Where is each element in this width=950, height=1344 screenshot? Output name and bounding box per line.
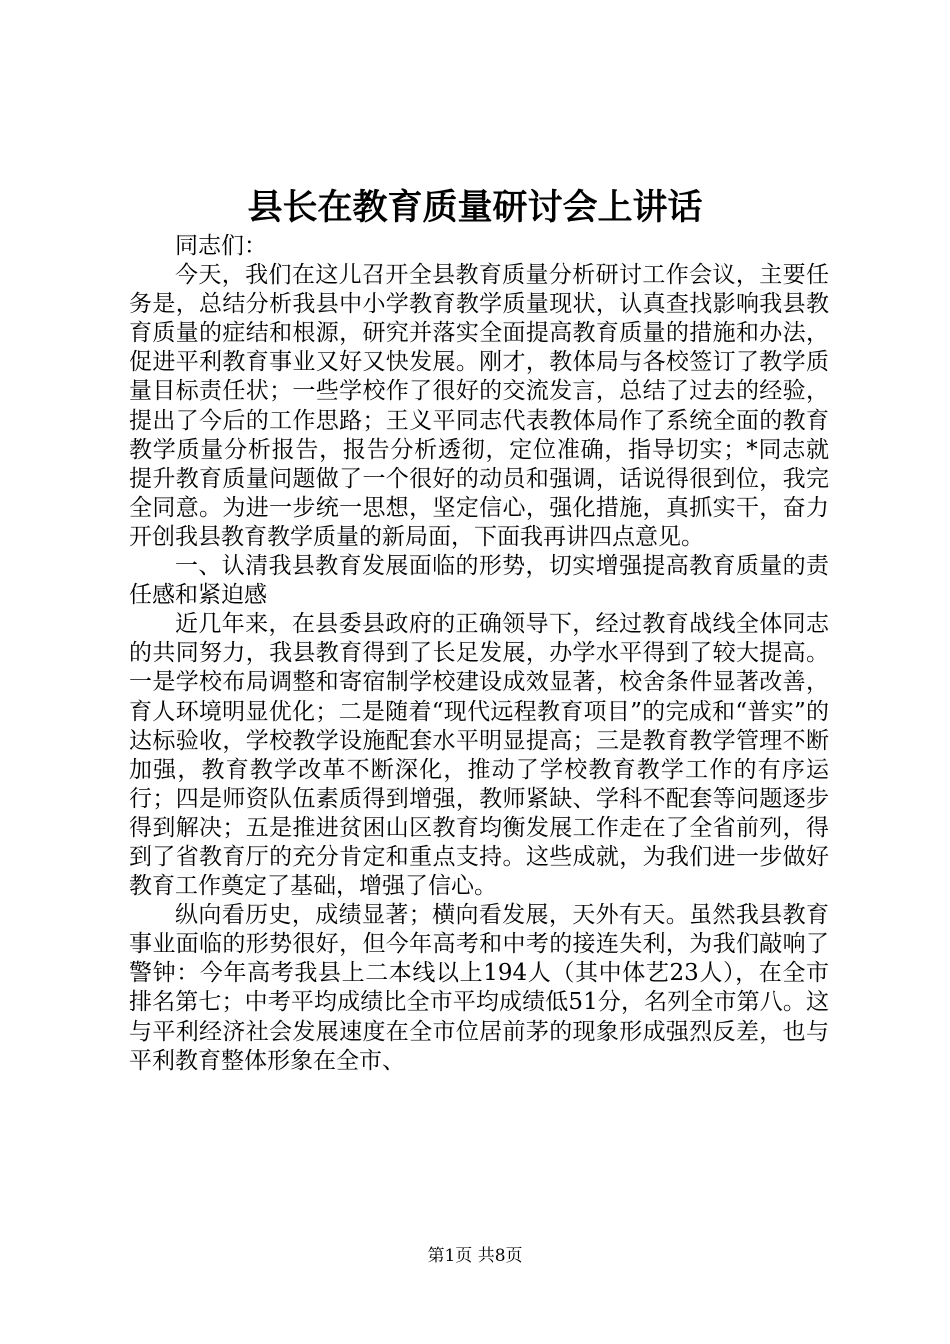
challenges-paragraph: 纵向看历史，成绩显著；横向看发展，天外有天。虽然我县教育事业面临的形势很好，但今年高考和中考的接连失利，为我们敲响了警钟：今年高考我县上二本线以上194人（其中体艺23人），在全市排名第七；中考平均成绩比全市平均成绩低51分，名列全市第八。这与平利经济社会发展速度在全市位居前茅的现象形成强烈反差，也与平利教育整体形象在全市、 xyxy=(129,902,829,1074)
document-body xyxy=(129,232,829,1076)
opening-paragraph: 今天，我们在这儿召开全县教育质量分析研讨工作会议，主要任务是，总结分析我县中小学教育教学质量现状，认真查找影响我县教育质量的症结和根源，研究并落实全面提高教育质量的措施和办法，促进平利教育事业又好又快发展。刚才，教体局与各校签订了教学质量目标责任状；一些学校作了很好的交流发言，总结了过去的经验，提出了今后的工作思路；王义平同志代表教体局作了系统全面的教育教学质量分析报告，报告分析透彻，定位准确，指导切实；*同志就提升教育质量问题做了一个很好的动员和强调，话说得很到位，我完全同意。为进一步统一思想，坚定信心，强化措施，真抓实干，奋力开创我县教育教学质量的新局面，下面我再讲四点意见。 xyxy=(129,262,829,550)
salutation-paragraph: 同志们： xyxy=(175,233,267,259)
achievements-paragraph: 近几年来，在县委县政府的正确领导下，经过教育战线全体同志的共同努力，我县教育得到了长足发展，办学水平得到了较大提高。一是学校布局调整和寄宿制学校建设成效显著，校舍条件显著改善，育人环境明显优化；二是随着“现代远程教育项目”的完成和“普实”的达标验收，学校教学设施配套水平明显提高；三是教育教学管理不断加强，教育教学改革不断深化，推动了学校教育教学工作的有序运行；四是师资队伍素质得到增强，教师紧缺、学科不配套等问题逐步得到解决；五是推进贫困山区教育均衡发展工作走在了全省前列，得到了省教育厅的充分肯定和重点支持。这些成就，为我们进一步做好教育工作奠定了基础，增强了信心。 xyxy=(129,611,829,900)
page-footer: 第1页 共8页 xyxy=(427,1246,523,1266)
section-heading: 一、认清我县教育发展面临的形势，切实增强提高教育质量的责任感和紧迫感 xyxy=(129,553,829,609)
document-title: 县长在教育质量研讨会上讲话 xyxy=(247,187,703,228)
